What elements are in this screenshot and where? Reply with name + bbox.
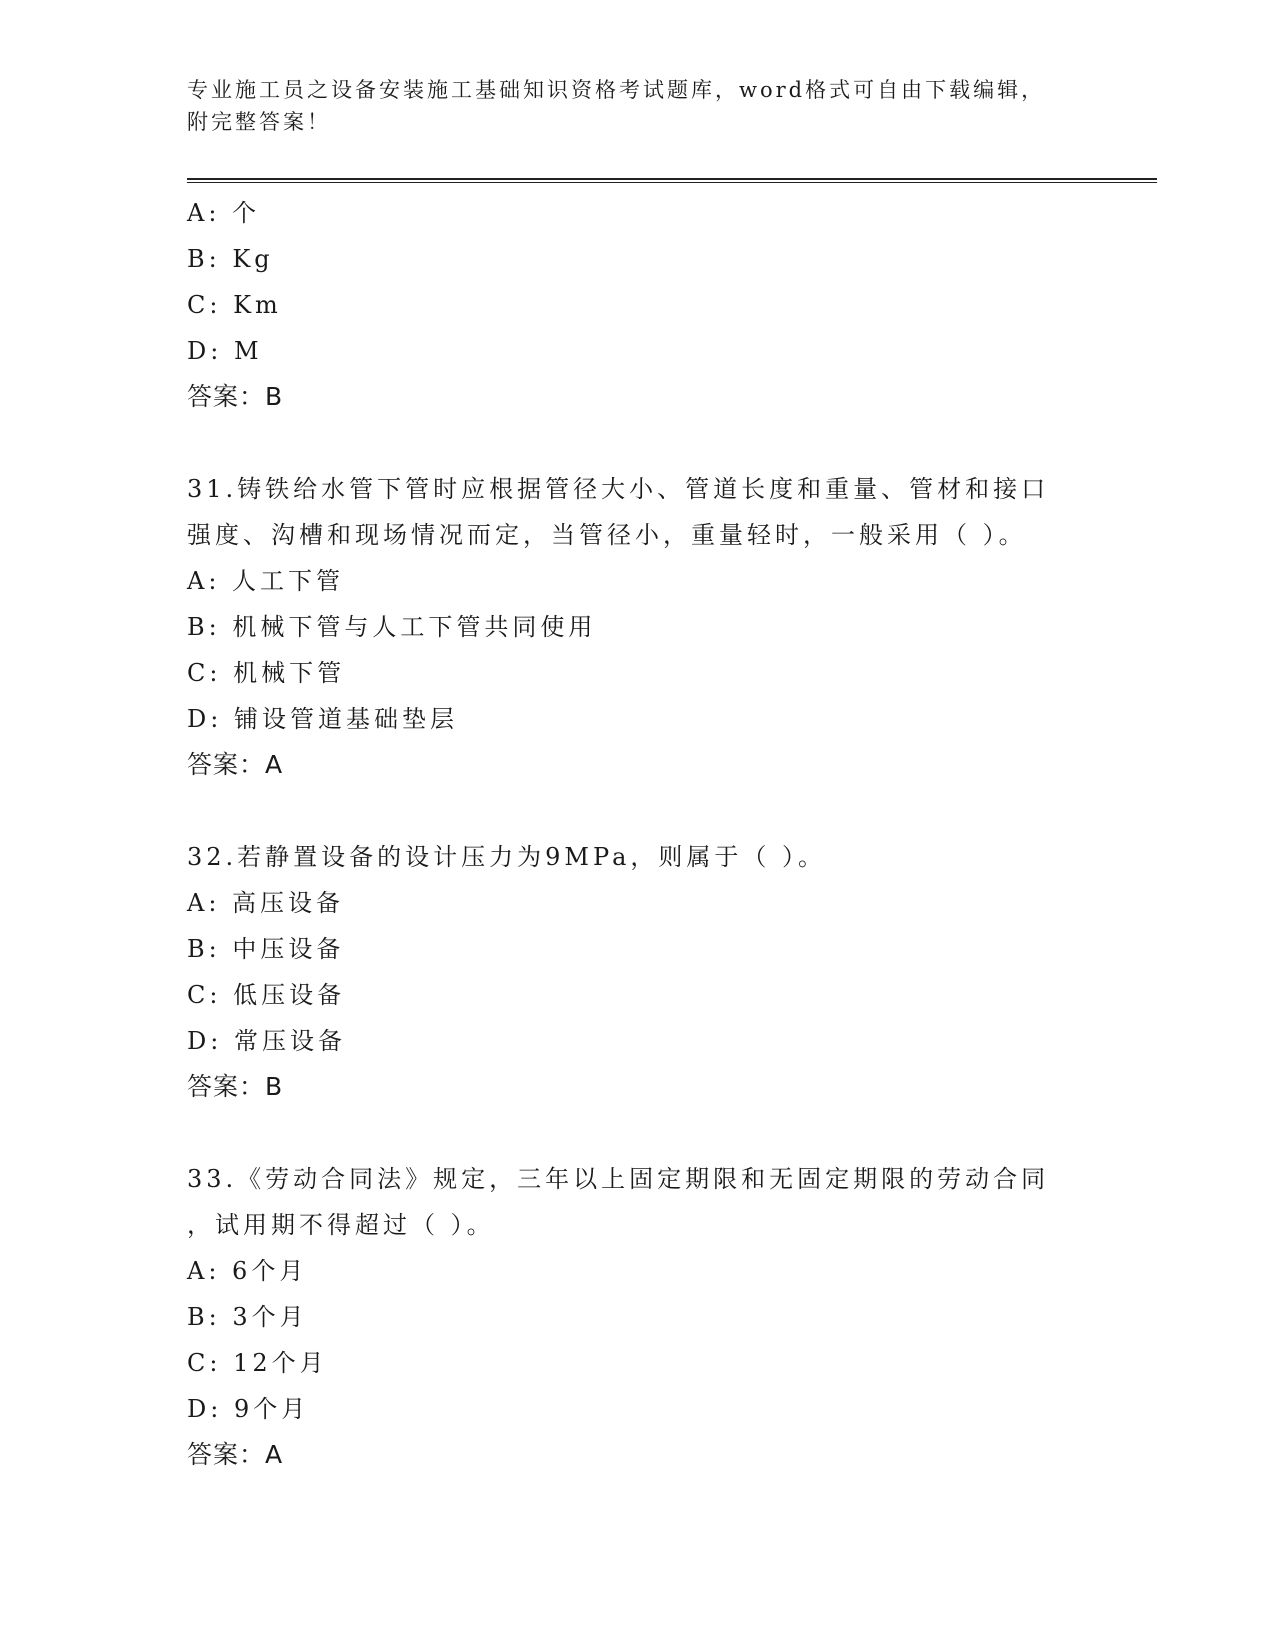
question-33 <box>187 1156 1127 1478</box>
option-a: A: 人工下管 <box>187 567 345 595</box>
question-stem: 33.《劳动合同法》规定，三年以上固定期限和无固定期限的劳动合同 <box>187 1165 1050 1193</box>
question-stem: 32.若静置设备的设计压力为9MPa，则属于（ ）。 <box>187 843 827 871</box>
option-d: D: 铺设管道基础垫层 <box>187 705 458 733</box>
header-line-1: 专业施工员之设备安装施工基础知识资格考试题库，word格式可自由下载编辑， <box>187 78 1046 102</box>
question-stem-cont: 强度、沟槽和现场情况而定，当管径小，重量轻时，一般采用（ ）。 <box>187 521 1027 549</box>
option-b: B: 中压设备 <box>187 935 345 963</box>
option-c: C: 机械下管 <box>187 659 346 687</box>
option-c: C: 低压设备 <box>187 981 346 1009</box>
answer: 答案：A <box>187 1440 284 1469</box>
option-b: B: 机械下管与人工下管共同使用 <box>187 613 597 641</box>
question-30-tail <box>187 190 1127 420</box>
option-d: D: 常压设备 <box>187 1027 346 1055</box>
option-d: D: 9个月 <box>187 1395 310 1423</box>
question-31 <box>187 466 1127 788</box>
option-a: A: 高压设备 <box>187 889 345 917</box>
answer: 答案：B <box>187 382 284 411</box>
question-stem-cont: ，试用期不得超过（ ）。 <box>187 1211 495 1239</box>
option-a: A: 6个月 <box>187 1257 308 1285</box>
header-line-2: 附完整答案！ <box>187 110 331 134</box>
answer: 答案：B <box>187 1072 284 1101</box>
option-b: B: 3个月 <box>187 1303 308 1331</box>
answer: 答案：A <box>187 750 284 779</box>
question-list <box>187 190 1127 1478</box>
option-d: D: M <box>187 337 263 365</box>
option-c: C: 12个月 <box>187 1349 328 1377</box>
option-a: A: 个 <box>187 199 261 227</box>
question-32 <box>187 834 1127 1110</box>
option-b: B: Kg <box>187 245 274 273</box>
document-header <box>187 74 1087 138</box>
option-c: C: Km <box>187 291 282 319</box>
question-stem: 31.铸铁给水管下管时应根据管径大小、管道长度和重量、管材和接口 <box>187 475 1050 503</box>
header-divider <box>187 178 1157 183</box>
